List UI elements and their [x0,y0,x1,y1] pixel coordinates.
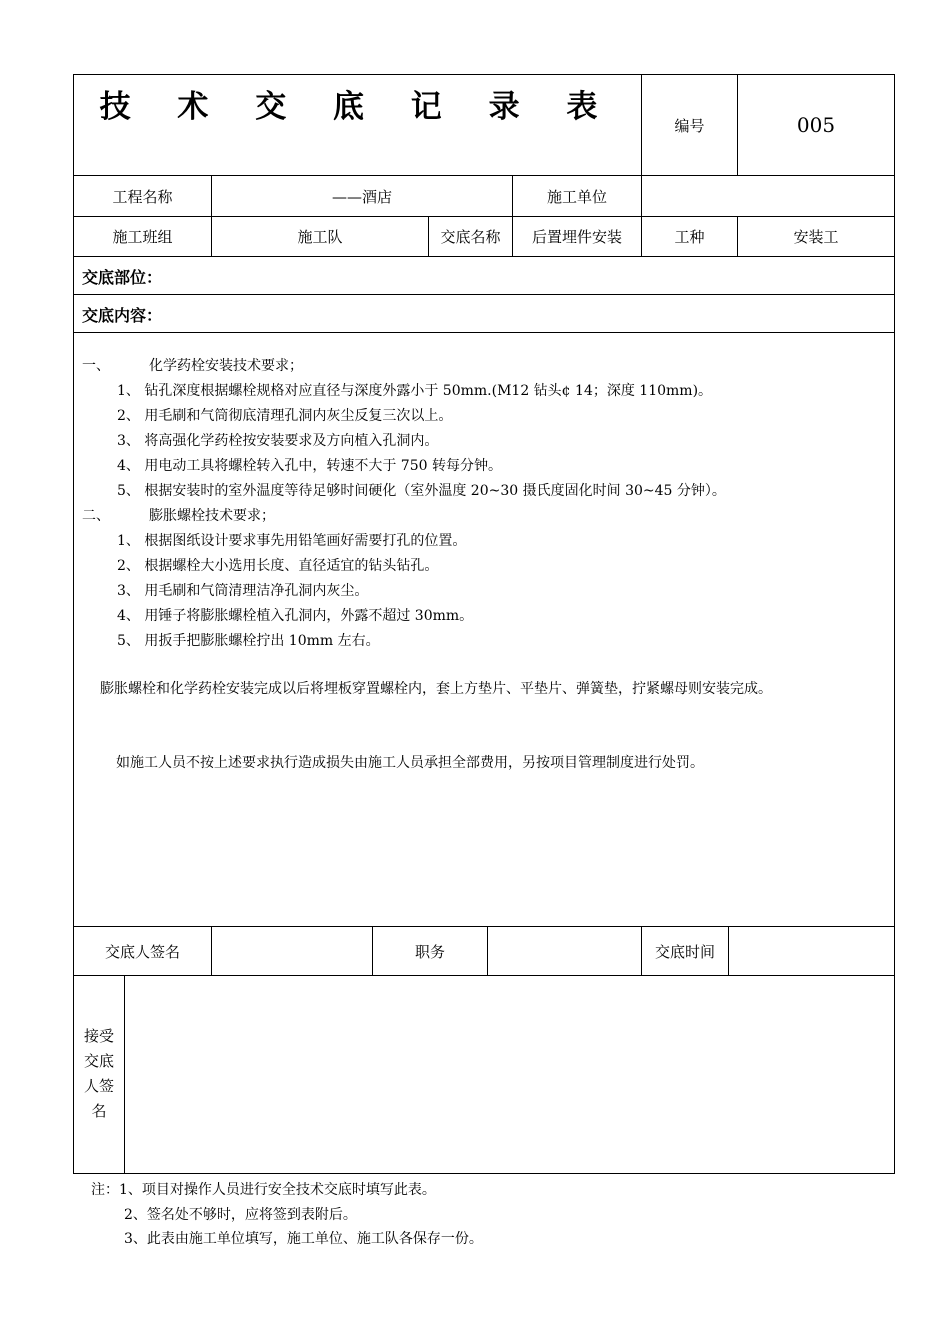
trade-label: 工种 [674,228,705,246]
team-value[interactable]: 施工队 [297,228,343,246]
section1-number: 一、 [82,358,110,374]
construction-unit-label: 施工单位 [546,187,607,206]
list-item: 4、 用锤子将膨胀螺栓植入孔洞内，外露不超过 30mm。 [117,608,474,624]
position-label: 职务 [414,942,445,961]
project-name-label: 工程名称 [112,187,173,206]
disclosure-name-value[interactable]: 后置埋件安装 [531,228,622,246]
receiver-signature-area[interactable] [125,976,894,1173]
paragraph-installation: 膨胀螺栓和化学药栓安装完成以后将埋板穿置螺栓内，套上方垫片、平垫片、弹簧垫，拧紧螺母则安装完成。 [100,681,772,697]
team-label: 施工班组 [112,228,173,246]
disclosure-time-label: 交底时间 [654,942,715,961]
section2-number: 二、 [82,508,110,524]
disclosure-location-label: 交底部位： [82,268,163,287]
construction-unit-value[interactable] [642,176,894,216]
disclosure-time-field[interactable] [729,927,894,975]
list-item: 5、 用扳手把膨胀螺栓拧出 10mm 左右。 [117,633,380,649]
list-item: 3、 将高强化学药栓按安装要求及方向植入孔洞内。 [117,433,439,449]
list-item: 4、 用电动工具将螺栓转入孔中，转速不大于 750 转每分钟。 [117,458,502,474]
number-value[interactable]: 005 [796,113,836,137]
list-item: 2、 根据螺栓大小选用长度、直径适宜的钻头钻孔。 [117,558,439,574]
position-field[interactable] [488,927,641,975]
trade-value[interactable]: 安装工 [793,228,839,246]
paragraph-penalty: 如施工人员不按上述要求执行造成损失由施工人员承担全部费用，另按项目管理制度进行处罚。 [116,755,704,771]
section1-title: 化学药栓安装技术要求； [149,358,303,374]
list-item: 5、 根据安装时的室外温度等待足够时间硬化（室外温度 20~30 摄氏度固化时间 30~45 分钟）。 [117,483,726,499]
list-item: 2、 用毛刷和气筒彻底清理孔洞内灰尘反复三次以上。 [117,408,453,424]
list-item: 1、 钻孔深度根据螺栓规格对应直径与深度外露小于 50mm.(M12 钻头¢ 14；深度 110mm)。 [117,383,713,399]
list-item: 1、 根据图纸设计要求事先用铅笔画好需要打孔的位置。 [117,533,467,549]
receiver-signature-label: 接受交底人签名 [83,1027,114,1120]
discloser-signature-label: 交底人签名 [104,942,180,961]
discloser-signature-field[interactable] [212,927,372,975]
note-1: 注：1、项目对操作人员进行安全技术交底时填写此表。 [91,1182,436,1198]
disclosure-content-label: 交底内容： [82,306,163,325]
disclosure-name-label: 交底名称 [440,228,501,246]
number-label: 编号 [674,116,705,135]
list-item: 3、 用毛刷和气筒清理洁净孔洞内灰尘。 [117,583,369,599]
page-title: 技 术 交 底 记 录 表 [99,88,616,125]
note-2: 2、签名处不够时，应将签到表附后。 [124,1207,357,1223]
project-name-value[interactable]: ——酒店 [331,187,392,206]
section2-title: 膨胀螺栓技术要求； [149,508,275,524]
note-3: 3、此表由施工单位填写，施工单位、施工队各保存一份。 [124,1231,483,1247]
